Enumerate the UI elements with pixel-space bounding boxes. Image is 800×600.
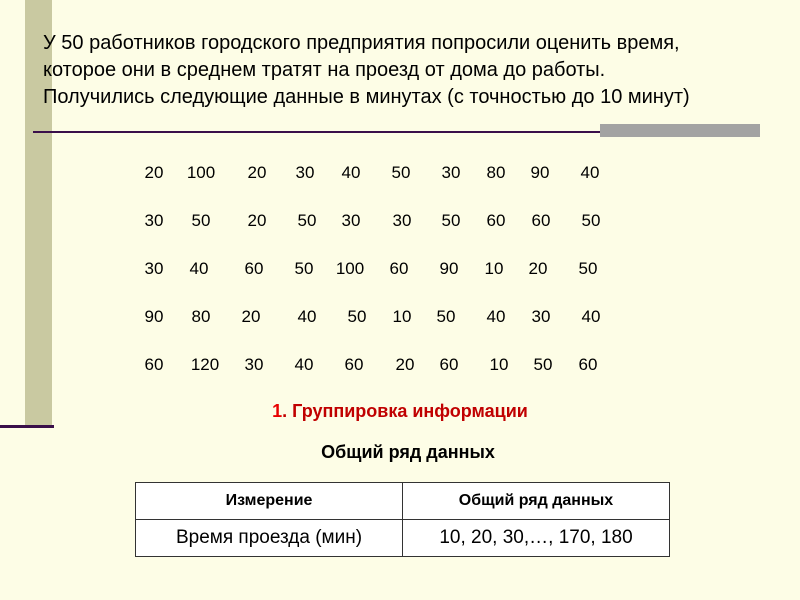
- data-value: 30: [341, 211, 361, 230]
- data-value: 60: [486, 211, 506, 230]
- data-value: 50: [581, 211, 601, 230]
- table-header-row: [136, 483, 670, 520]
- cell-data-series: 10, 20, 30,…, 170, 180: [403, 520, 670, 557]
- data-value: 30: [244, 355, 264, 374]
- section-number: 1: [272, 401, 283, 421]
- data-value: 60: [531, 211, 551, 230]
- table-caption: Общий ряд данных: [321, 442, 495, 462]
- data-value: 40: [189, 259, 209, 278]
- data-value: 20: [144, 163, 164, 182]
- data-value: 90: [439, 259, 459, 278]
- data-value: 20: [241, 307, 261, 326]
- data-value: 90: [530, 163, 550, 182]
- intro-line-2: которое они в среднем тратят на проезд от дома до работы.: [43, 59, 606, 81]
- data-value: 30: [144, 211, 164, 230]
- data-value: 40: [486, 307, 506, 326]
- data-value: 60: [578, 355, 598, 374]
- data-value: 30: [295, 163, 315, 182]
- data-value: 60: [144, 355, 164, 374]
- data-value: 50: [441, 211, 461, 230]
- data-value: 10: [392, 307, 412, 326]
- data-value: 40: [580, 163, 600, 182]
- data-value: 50: [578, 259, 598, 278]
- intro-line-3: Получились следующие данные в минутах (с точностью до 10 минут): [43, 86, 690, 108]
- data-value: 100: [335, 259, 365, 278]
- data-value: 60: [244, 259, 264, 278]
- data-value: 40: [341, 163, 361, 182]
- data-value: 60: [439, 355, 459, 374]
- data-value: 40: [581, 307, 601, 326]
- data-value: 120: [190, 355, 220, 374]
- summary-table: [135, 482, 670, 557]
- data-value: 10: [484, 259, 504, 278]
- header-measurement: Измерение: [136, 483, 403, 520]
- cell-measurement: Время проезда (мин): [136, 520, 403, 557]
- data-value: 50: [391, 163, 411, 182]
- data-value: 50: [191, 211, 211, 230]
- intro-line-1: У 50 работников городского предприятия попросили оценить время,: [43, 32, 680, 54]
- data-value: 60: [389, 259, 409, 278]
- data-value: 30: [441, 163, 461, 182]
- section-heading: [0, 400, 800, 422]
- data-value: 20: [528, 259, 548, 278]
- data-value: 40: [297, 307, 317, 326]
- data-value: 20: [247, 163, 267, 182]
- data-value: 20: [395, 355, 415, 374]
- table-row: [136, 520, 670, 557]
- header-data-series: Общий ряд данных: [403, 483, 670, 520]
- data-value: 60: [344, 355, 364, 374]
- data-value: 30: [144, 259, 164, 278]
- intro-paragraph: [43, 30, 783, 111]
- data-value: 30: [392, 211, 412, 230]
- data-value: 50: [294, 259, 314, 278]
- data-value: 80: [191, 307, 211, 326]
- data-value: 50: [533, 355, 553, 374]
- data-value: 50: [297, 211, 317, 230]
- section-title: . Группировка информации: [282, 401, 528, 421]
- decorative-side-bar-cap: [0, 425, 54, 428]
- data-value: 100: [186, 163, 216, 182]
- data-value: 90: [144, 307, 164, 326]
- data-value: 80: [486, 163, 506, 182]
- divider-accent-block: [600, 124, 760, 137]
- data-value: 50: [347, 307, 367, 326]
- data-value: 30: [531, 307, 551, 326]
- data-value: 50: [436, 307, 456, 326]
- data-value: 40: [294, 355, 314, 374]
- data-value: 10: [489, 355, 509, 374]
- data-value: 20: [247, 211, 267, 230]
